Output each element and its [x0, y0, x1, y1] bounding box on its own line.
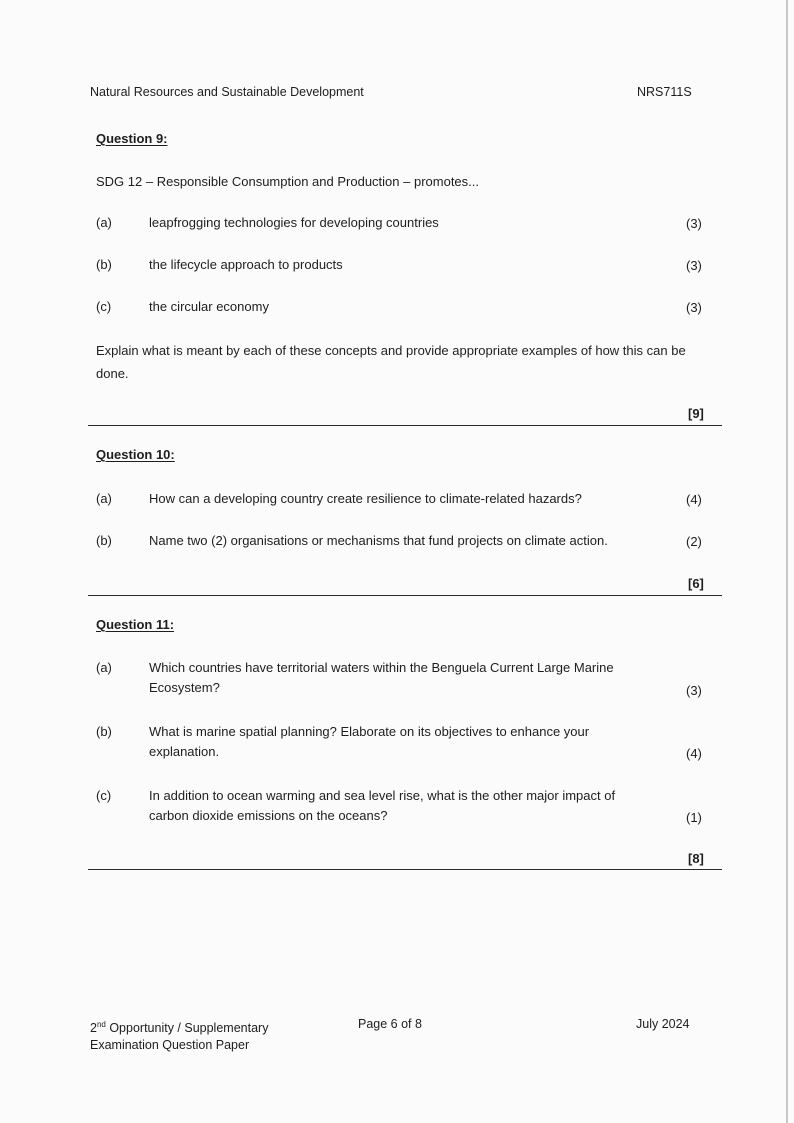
q10-b-label: (b): [96, 533, 112, 548]
q11-a-label: (a): [96, 660, 112, 675]
question-10-title: Question 10:: [96, 447, 175, 462]
q10-total: [6]: [688, 576, 704, 591]
q11-c-marks: (1): [686, 810, 702, 825]
divider: [88, 425, 722, 426]
q11-b-label: (b): [96, 724, 112, 739]
q11-a-marks: (3): [686, 683, 702, 698]
q9-instruction: Explain what is meant by each of these concepts and provide appropriate examples of how this can be done.: [96, 343, 686, 381]
course-code: NRS711S: [637, 85, 692, 99]
page-number: Page 6 of 8: [358, 1017, 422, 1031]
footer-paper: Examination Question Paper: [90, 1038, 250, 1053]
q9-c-text: the circular economy: [149, 299, 269, 314]
q9-a-marks: (3): [686, 216, 702, 231]
question-9-title: Question 9:: [96, 131, 168, 146]
q10-a-text: How can a developing country create resilience to climate-related hazards?: [149, 491, 582, 506]
q10-a-marks: (4): [686, 492, 702, 507]
course-title: Natural Resources and Sustainable Development: [90, 85, 364, 99]
divider: [88, 595, 722, 596]
page-edge: [786, 0, 788, 1123]
footer-exam-type: [90, 1016, 268, 1054]
q11-c-label: (c): [96, 788, 112, 803]
footer-opportunity: 2nd Opportunity / Supplementary: [90, 1020, 269, 1036]
q9-b-text: the lifecycle approach to products: [149, 257, 343, 272]
q10-a-label: (a): [96, 491, 112, 506]
q9-c-marks: (3): [686, 300, 702, 315]
q10-b-text: Name two (2) organisations or mechanisms that fund projects on climate action.: [149, 533, 608, 548]
q11-a-text: Which countries have territorial waters within the Benguela Current Large Marine Ecosystem?: [149, 660, 614, 695]
q11-c-text: In addition to ocean warming and sea level rise, what is the other major impact of carbon dioxide emissions on the oceans?: [149, 788, 616, 823]
question-9-intro: SDG 12 – Responsible Consumption and Production – promotes...: [96, 174, 479, 189]
q9-c-label: (c): [96, 299, 112, 314]
q11-b-marks: (4): [686, 746, 702, 761]
q11-total: [8]: [688, 851, 704, 866]
exam-date: July 2024: [636, 1017, 690, 1031]
q9-b-label: (b): [96, 257, 112, 272]
q9-a-text: leapfrogging technologies for developing countries: [149, 215, 439, 230]
divider: [88, 869, 722, 870]
q9-total: [9]: [688, 406, 704, 421]
q10-b-marks: (2): [686, 534, 702, 549]
q9-a-label: (a): [96, 215, 112, 230]
question-11-title: Question 11:: [96, 617, 175, 632]
q9-b-marks: (3): [686, 258, 702, 273]
q11-b-text: What is marine spatial planning? Elaborate on its objectives to enhance your explanation.: [149, 724, 590, 759]
